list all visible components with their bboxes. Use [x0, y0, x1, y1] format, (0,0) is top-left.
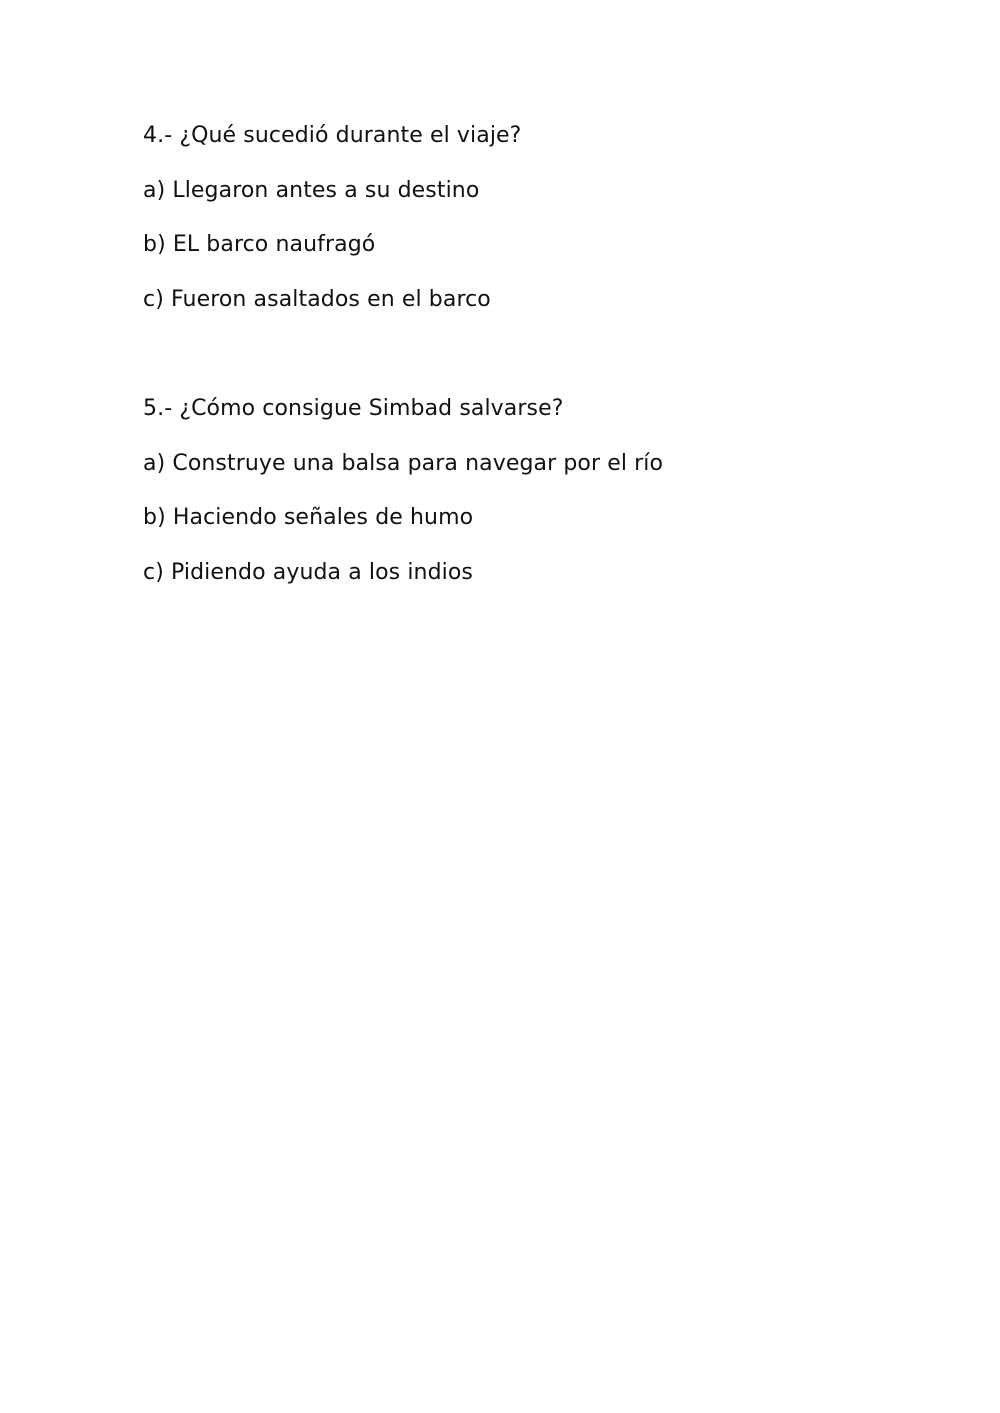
question-4-option-c: c) Fueron asaltados en el barco — [143, 286, 491, 312]
question-4 — [143, 118, 903, 336]
question-5-option-c: c) Pidiendo ayuda a los indios — [143, 559, 473, 585]
question-4-prompt: 4.- ¿Qué sucedió durante el viaje? — [143, 123, 522, 148]
question-5-prompt: 5.- ¿Cómo consigue Simbad salvarse? — [143, 396, 564, 421]
question-4-option-b: b) EL barco naufragó — [143, 232, 376, 257]
question-5-option-b: b) Haciendo señales de humo — [143, 505, 474, 530]
question-5-option-a: a) Construye una balsa para navegar por el río — [143, 450, 664, 476]
question-4-option-a: a) Llegaron antes a su destino — [143, 177, 480, 203]
question-5 — [143, 391, 903, 609]
